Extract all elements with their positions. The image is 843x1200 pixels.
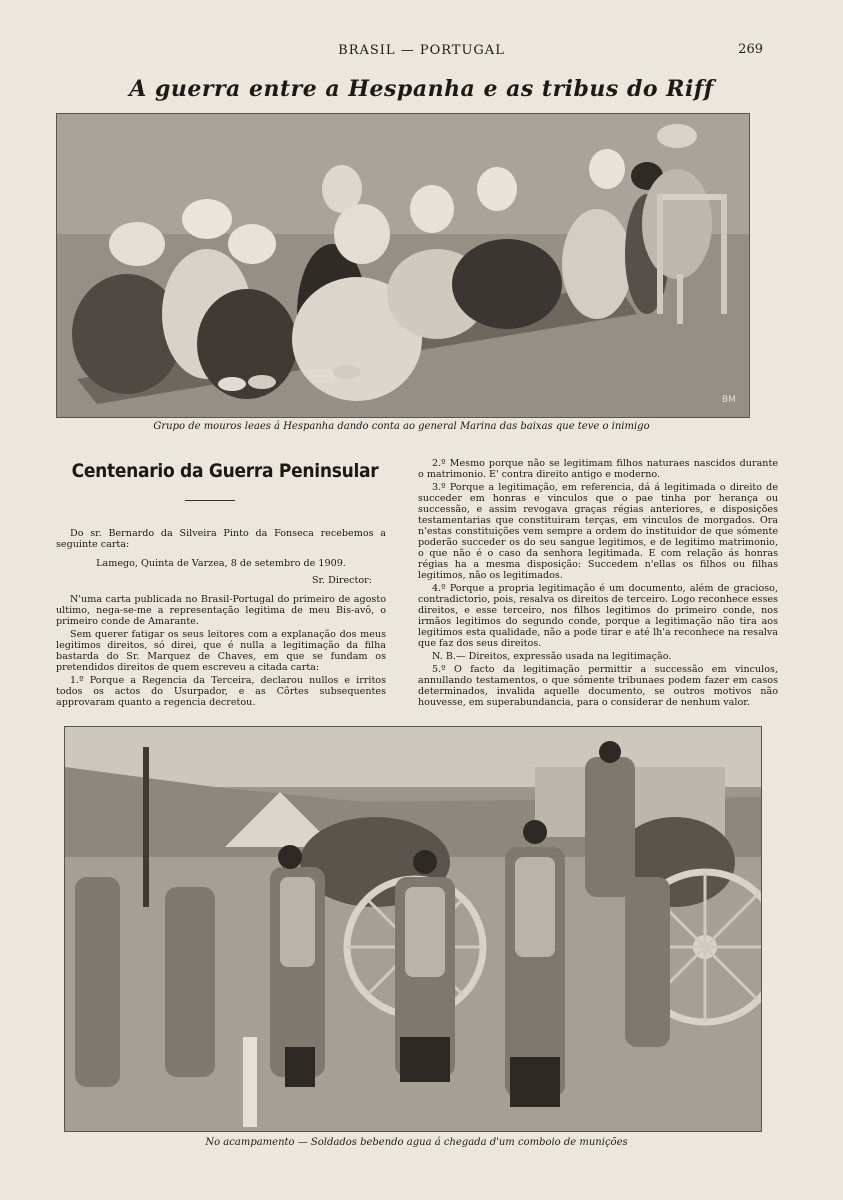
paragraph: N'uma carta publicada no Brasil-Portugal do primeiro de agosto ultimo, nega-se-me a representação legitima de meu Bis-avô, o primeiro conde de Amarante. xyxy=(56,594,386,627)
paragraph: Sem querer fatigar os seus leitores com a explanação dos meus legitimos direitos, só direi, que é nulla a legitimação da filha bastarda do Sr. Marquez de Chaves, em que se fundam os pretendidos direitos de quem escreveu a citada carta: xyxy=(56,629,386,673)
paragraph: 2.º Mesmo porque não se legitimam filhos naturaes nascidos durante o matrimonio. E' contra direito antigo e moderno. xyxy=(418,458,778,480)
title-divider xyxy=(185,500,235,501)
paragraph: 3.º Porque a legitimação, em referencia, dá á legitimada o direito de succeder em honras e vinculos que o pae tinha por herança ou successão, e assim revogava graças régias anteriores, e disposições testamentarias que constituiram terças, em vinculos de morgados. Ora n'estas constituições vem sempre a ordem do instituidor de que sómente poderão succeder os do seu sangue legitimos, e de legitimo matrimonio, o que não é o caso da senhora legitimada. E com relação ás honras régias ha a mesma disposição: Succedem n'ellas os filhos ou filhas legitimos, não os legitimados. xyxy=(418,482,778,581)
photo-moors-group xyxy=(56,113,750,418)
date-line: Lamego, Quinta de Varzea, 8 de setembro de 1909. xyxy=(96,558,346,569)
paragraph: 5.º O facto da legitimação permittir a successão em vinculos, annullando testamentos, o que sómente tribunaes podem fazer em casos determinados, invalida aquelle documento, se outros motivos não houvesse, em superabundancia, para o considerar de nenhum valor. xyxy=(418,664,778,708)
section-title: Centenario da Guerra Peninsular xyxy=(71,460,379,482)
photo-monogram: BM xyxy=(722,395,736,405)
right-column xyxy=(418,458,778,710)
paragraph: 4.º Porque a propria legitimação é um documento, além de gracioso, contradictorio, pois, resalva os direitos de terceiro. Logo reconhece esses direitos, e esse terceiro, nos filhos legitimos do primeiro conde, nos irmãos legitimos do segundo conde, porque a legitimação não tira aos legitimos esta qualidade, não a pode tirar e até lh'a reconhece na resalva que faz dos seus direitos. xyxy=(418,583,778,649)
paragraph: N. B.— Direitos, expressão usada na legitimação. xyxy=(432,651,672,662)
paragraph: 1.º Porque a Regencia da Terceira, declarou nullos e irritos todos os actos do Usurpador, e as Côrtes subsequentes approvaram quanto a regencia decretou. xyxy=(56,675,386,708)
photo2-caption: No acampamento — Soldados bebendo agua á chegada d'um comboio de munições xyxy=(205,1137,628,1148)
photo-soldiers-illustration xyxy=(65,727,761,1131)
running-title: BRASIL — PORTUGAL xyxy=(338,43,505,58)
photo1-caption: Grupo de mouros leaes á Hespanha dando conta ao general Marina das baixas que teve o inimigo xyxy=(153,421,650,432)
salutation: Sr. Director: xyxy=(311,575,372,586)
left-column xyxy=(56,508,386,710)
article-title: A guerra entre a Hespanha e as tribus do Riff xyxy=(129,76,714,102)
intro-paragraph: Do sr. Bernardo da Silveira Pinto da Fonseca recebemos a seguinte carta: xyxy=(56,528,386,550)
photo-soldiers-camp xyxy=(64,726,762,1132)
photo-moors-illustration xyxy=(57,114,749,417)
page-number: 269 xyxy=(738,42,763,57)
